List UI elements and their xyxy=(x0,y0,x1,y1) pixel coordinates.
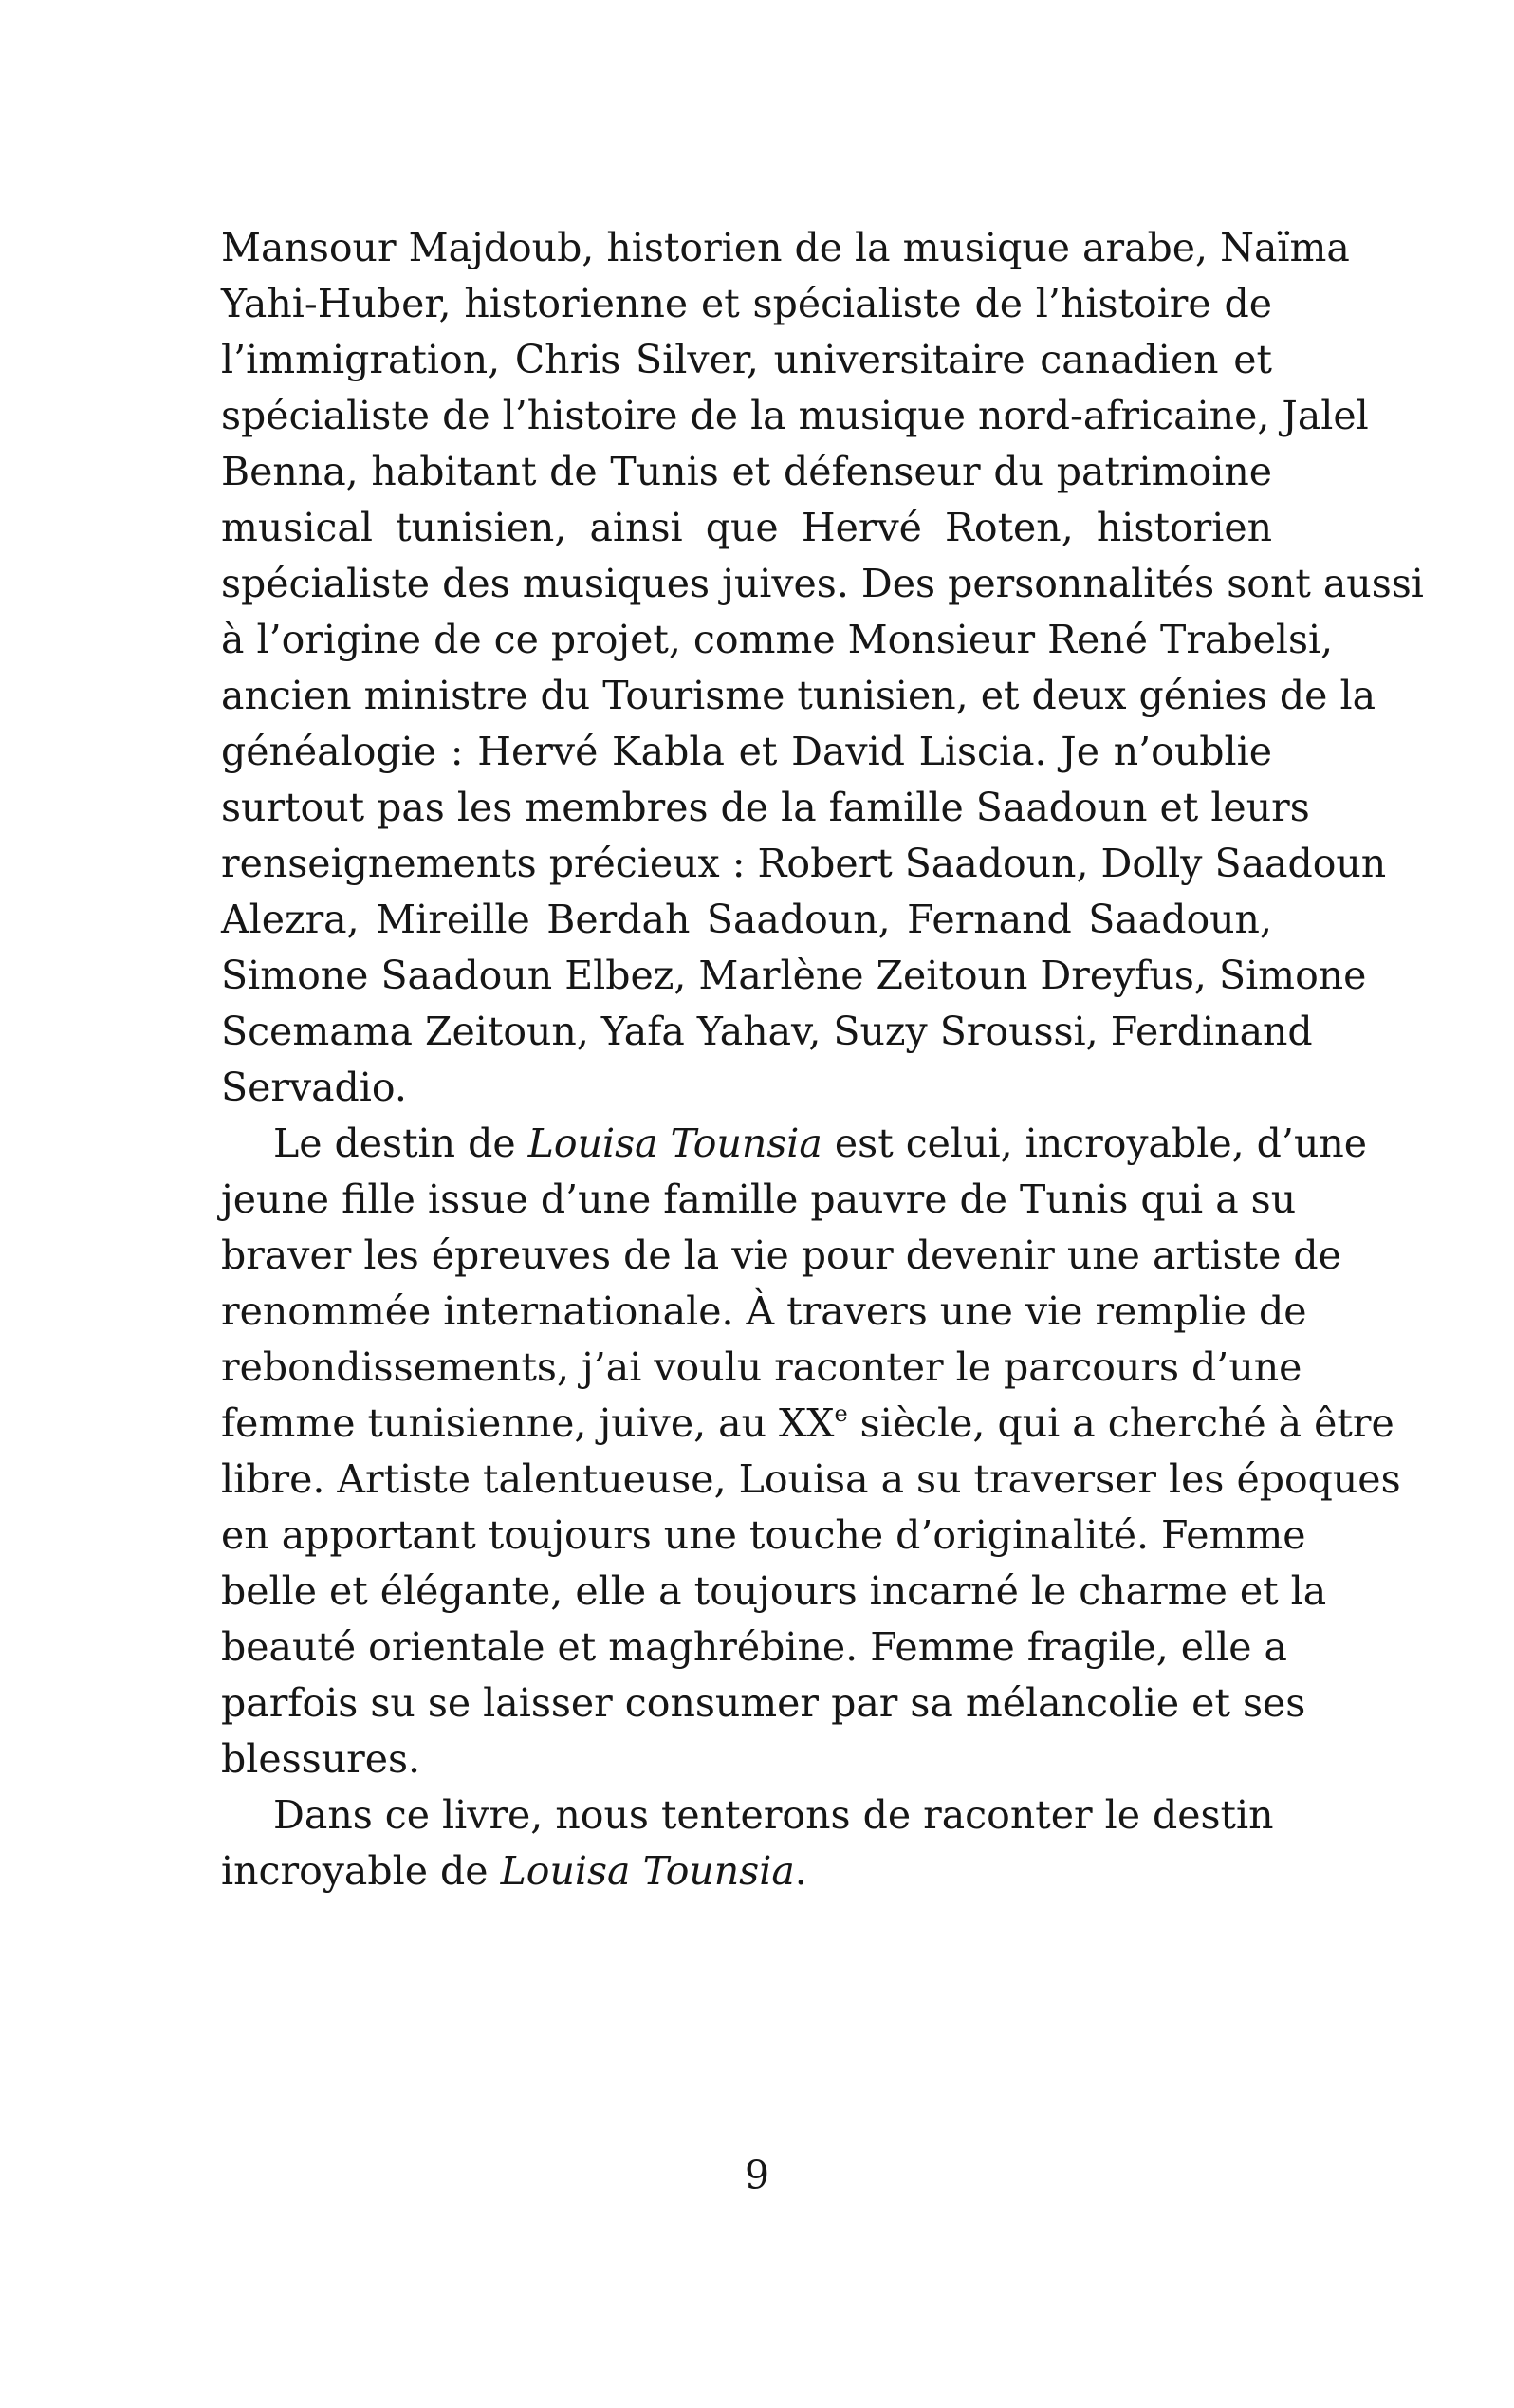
text-line: ancien ministre du Tourisme tunisien, et deux génies de la xyxy=(221,673,1376,718)
text-line: rebondissements, j’ai voulu raconter le parcours d’une xyxy=(221,1344,1302,1390)
text-run: est celui, incroyable, d’une xyxy=(822,1121,1368,1166)
text-line: Mansour Majdoub, historien de la musique arabe, Naïma xyxy=(221,225,1350,270)
text-line: Simone Saadoun Elbez, Marlène Zeitoun Dreyfus, Simone xyxy=(221,953,1367,998)
paragraph xyxy=(221,1116,1401,1787)
text-run: siècle, qui a cherché à être xyxy=(847,1400,1394,1446)
text-line: beauté orientale et maghrébine. Femme fragile, elle a xyxy=(221,1624,1287,1670)
text-line: spécialiste des musiques juives. Des personnalités sont aussi xyxy=(221,561,1424,606)
text-line: généalogie : Hervé Kabla et David Liscia. Je n’oublie xyxy=(221,729,1272,774)
text-run: incroyable de xyxy=(221,1848,501,1894)
text-line: renseignements précieux : Robert Saadoun, Dolly Saadoun xyxy=(221,841,1387,886)
text-line: libre. Artiste talentueuse, Louisa a su traverser les époques xyxy=(221,1456,1401,1502)
text-run: Le destin de xyxy=(273,1121,528,1166)
text-line: l’immigration, Chris Silver, universitaire canadien et xyxy=(221,337,1272,382)
text-line xyxy=(221,1843,1272,1899)
paragraph xyxy=(221,220,1424,1116)
text-line: blessures. xyxy=(221,1736,421,1782)
text-line: Dans ce livre, nous tenterons de raconter le destin xyxy=(273,1792,1274,1838)
text-line: braver les épreuves de la vie pour devenir une artiste de xyxy=(221,1232,1341,1278)
text-run: . xyxy=(794,1848,807,1894)
text-line: surtout pas les membres de la famille Saadoun et leurs xyxy=(221,785,1310,830)
text-line: Alezra, Mireille Berdah Saadoun, Fernand Saadoun, xyxy=(221,897,1272,942)
text-line: à l’origine de ce projet, comme Monsieur René Trabelsi, xyxy=(221,617,1334,662)
text-line: renommée internationale. À travers une vie remplie de xyxy=(221,1288,1307,1334)
text-line: spécialiste de l’histoire de la musique nord-africaine, Jalel xyxy=(221,393,1369,438)
book-title: Louisa Tounsia xyxy=(500,1848,795,1894)
body-text xyxy=(221,220,1424,1899)
superscript: e xyxy=(834,1400,848,1427)
text-line: jeune fille issue d’une famille pauvre de Tunis qui a su xyxy=(221,1176,1297,1222)
text-line xyxy=(221,1396,1394,1452)
text-line: Scemama Zeitoun, Yafa Yahav, Suzy Sroussi, Ferdinand xyxy=(221,1009,1313,1054)
text-line: musical tunisien, ainsi que Hervé Roten, historien xyxy=(221,505,1272,550)
book-title: Louisa Tounsia xyxy=(527,1121,822,1166)
text-line: Servadio. xyxy=(221,1065,407,1110)
page-number: 9 xyxy=(744,2153,770,2198)
text-line: parfois su se laisser consumer par sa mélancolie et ses xyxy=(221,1680,1306,1726)
text-line: Benna, habitant de Tunis et défenseur du patrimoine xyxy=(221,449,1272,494)
text-line xyxy=(221,1116,1368,1172)
paragraph xyxy=(221,1787,1272,1899)
text-line: belle et élégante, elle a toujours incarné le charme et la xyxy=(221,1568,1327,1614)
text-run: femme tunisienne, juive, au XX xyxy=(221,1400,835,1446)
text-line: en apportant toujours une touche d’originalité. Femme xyxy=(221,1512,1306,1558)
text-line: Yahi-Huber, historienne et spécialiste de l’histoire de xyxy=(221,281,1272,326)
